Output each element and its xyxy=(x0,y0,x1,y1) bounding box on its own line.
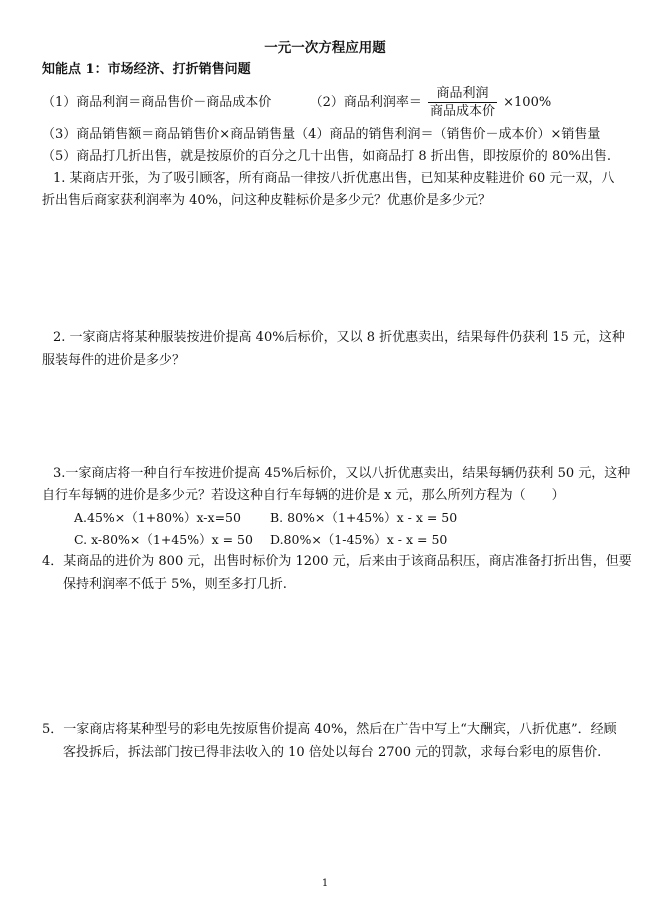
problem-5-line-2: 客投拆后，拆法部门按已得非法收入的 10 倍处以每台 2700 元的罚款，求每台彩电的原售价. xyxy=(63,745,602,760)
problem-3-option-b: B. 80%×（1+45%）x - x = 50 xyxy=(270,510,458,525)
problem-3-option-a: A.45%×（1+80%）x-x=50 xyxy=(74,510,241,525)
formula-4: （4）商品的销售利润＝（销售价－成本价）×销售量 xyxy=(295,127,601,142)
problem-3-option-d: D.80%×（1-45%）x - x = 50 xyxy=(270,532,448,547)
problem-1-line-2: 折出售后商家获利润率为 40%，问这种皮鞋标价是多少元？优惠价是多少元？ xyxy=(42,193,492,208)
problem-3-option-c: C. x-80%×（1+45%）x = 50 xyxy=(74,532,253,547)
page-title: 一元一次方程应用题 xyxy=(264,40,386,56)
problem-1-line-1: 1. 某商店开张，为了吸引顾客，所有商品一律按八折优惠出售，已知某种皮鞋进价 60 元一双，八 xyxy=(53,171,615,186)
problem-4-line-1: 4．某商品的进价为 800 元，出售时标价为 1200 元，后来由于该商品积压，商店准备打折出售，但要 xyxy=(42,554,632,569)
formula-2-prefix: （2）商品利润率＝ xyxy=(309,95,422,110)
profit-rate-fraction xyxy=(428,86,497,119)
formula-1: （1）商品利润＝商品售价－商品成本价 xyxy=(42,95,272,110)
problem-3-line-1: 3.一家商店将一种自行车按进价提高 45%后标价，又以八折优惠卖出，结果每辆仍获利 50 元，这种 xyxy=(53,466,631,481)
page-number: 1 xyxy=(321,878,329,889)
formula-3: （3）商品销售额＝商品销售价×商品销售量 xyxy=(42,127,296,142)
problem-5-line-1: 5．一家商店将某种型号的彩电先按原售价提高 40%，然后在广告中写上“大酬宾，八折优惠”．经顾 xyxy=(42,722,617,737)
formula-5: （5）商品打几折出售，就是按原价的百分之几十出售，如商品打 8 折出售，即按原价的 80%出售. xyxy=(42,149,611,164)
formula-row-1 xyxy=(42,86,551,119)
problem-2-line-1: 2. 一家商店将某种服装按进价提高 40%后标价，又以 8 折优惠卖出，结果每件仍获利 15 元，这种 xyxy=(53,330,625,345)
fraction-numerator: 商品利润 xyxy=(428,86,497,103)
formula-2-suffix: ×100% xyxy=(503,95,552,110)
problem-4-line-2: 保持利润率不低于 5%，则至多打几折. xyxy=(63,577,287,592)
formula-row-2 xyxy=(42,125,600,145)
problem-3-line-2: 自行车每辆的进价是多少元？若设这种自行车每辆的进价是 x 元，那么所列方程为（ ） xyxy=(42,488,565,503)
problem-2-line-2: 服装每件的进价是多少？ xyxy=(42,353,186,368)
fraction-denominator: 商品成本价 xyxy=(429,104,495,119)
knowledge-point-heading: 知能点 1：市场经济、打折销售问题 xyxy=(42,62,251,77)
